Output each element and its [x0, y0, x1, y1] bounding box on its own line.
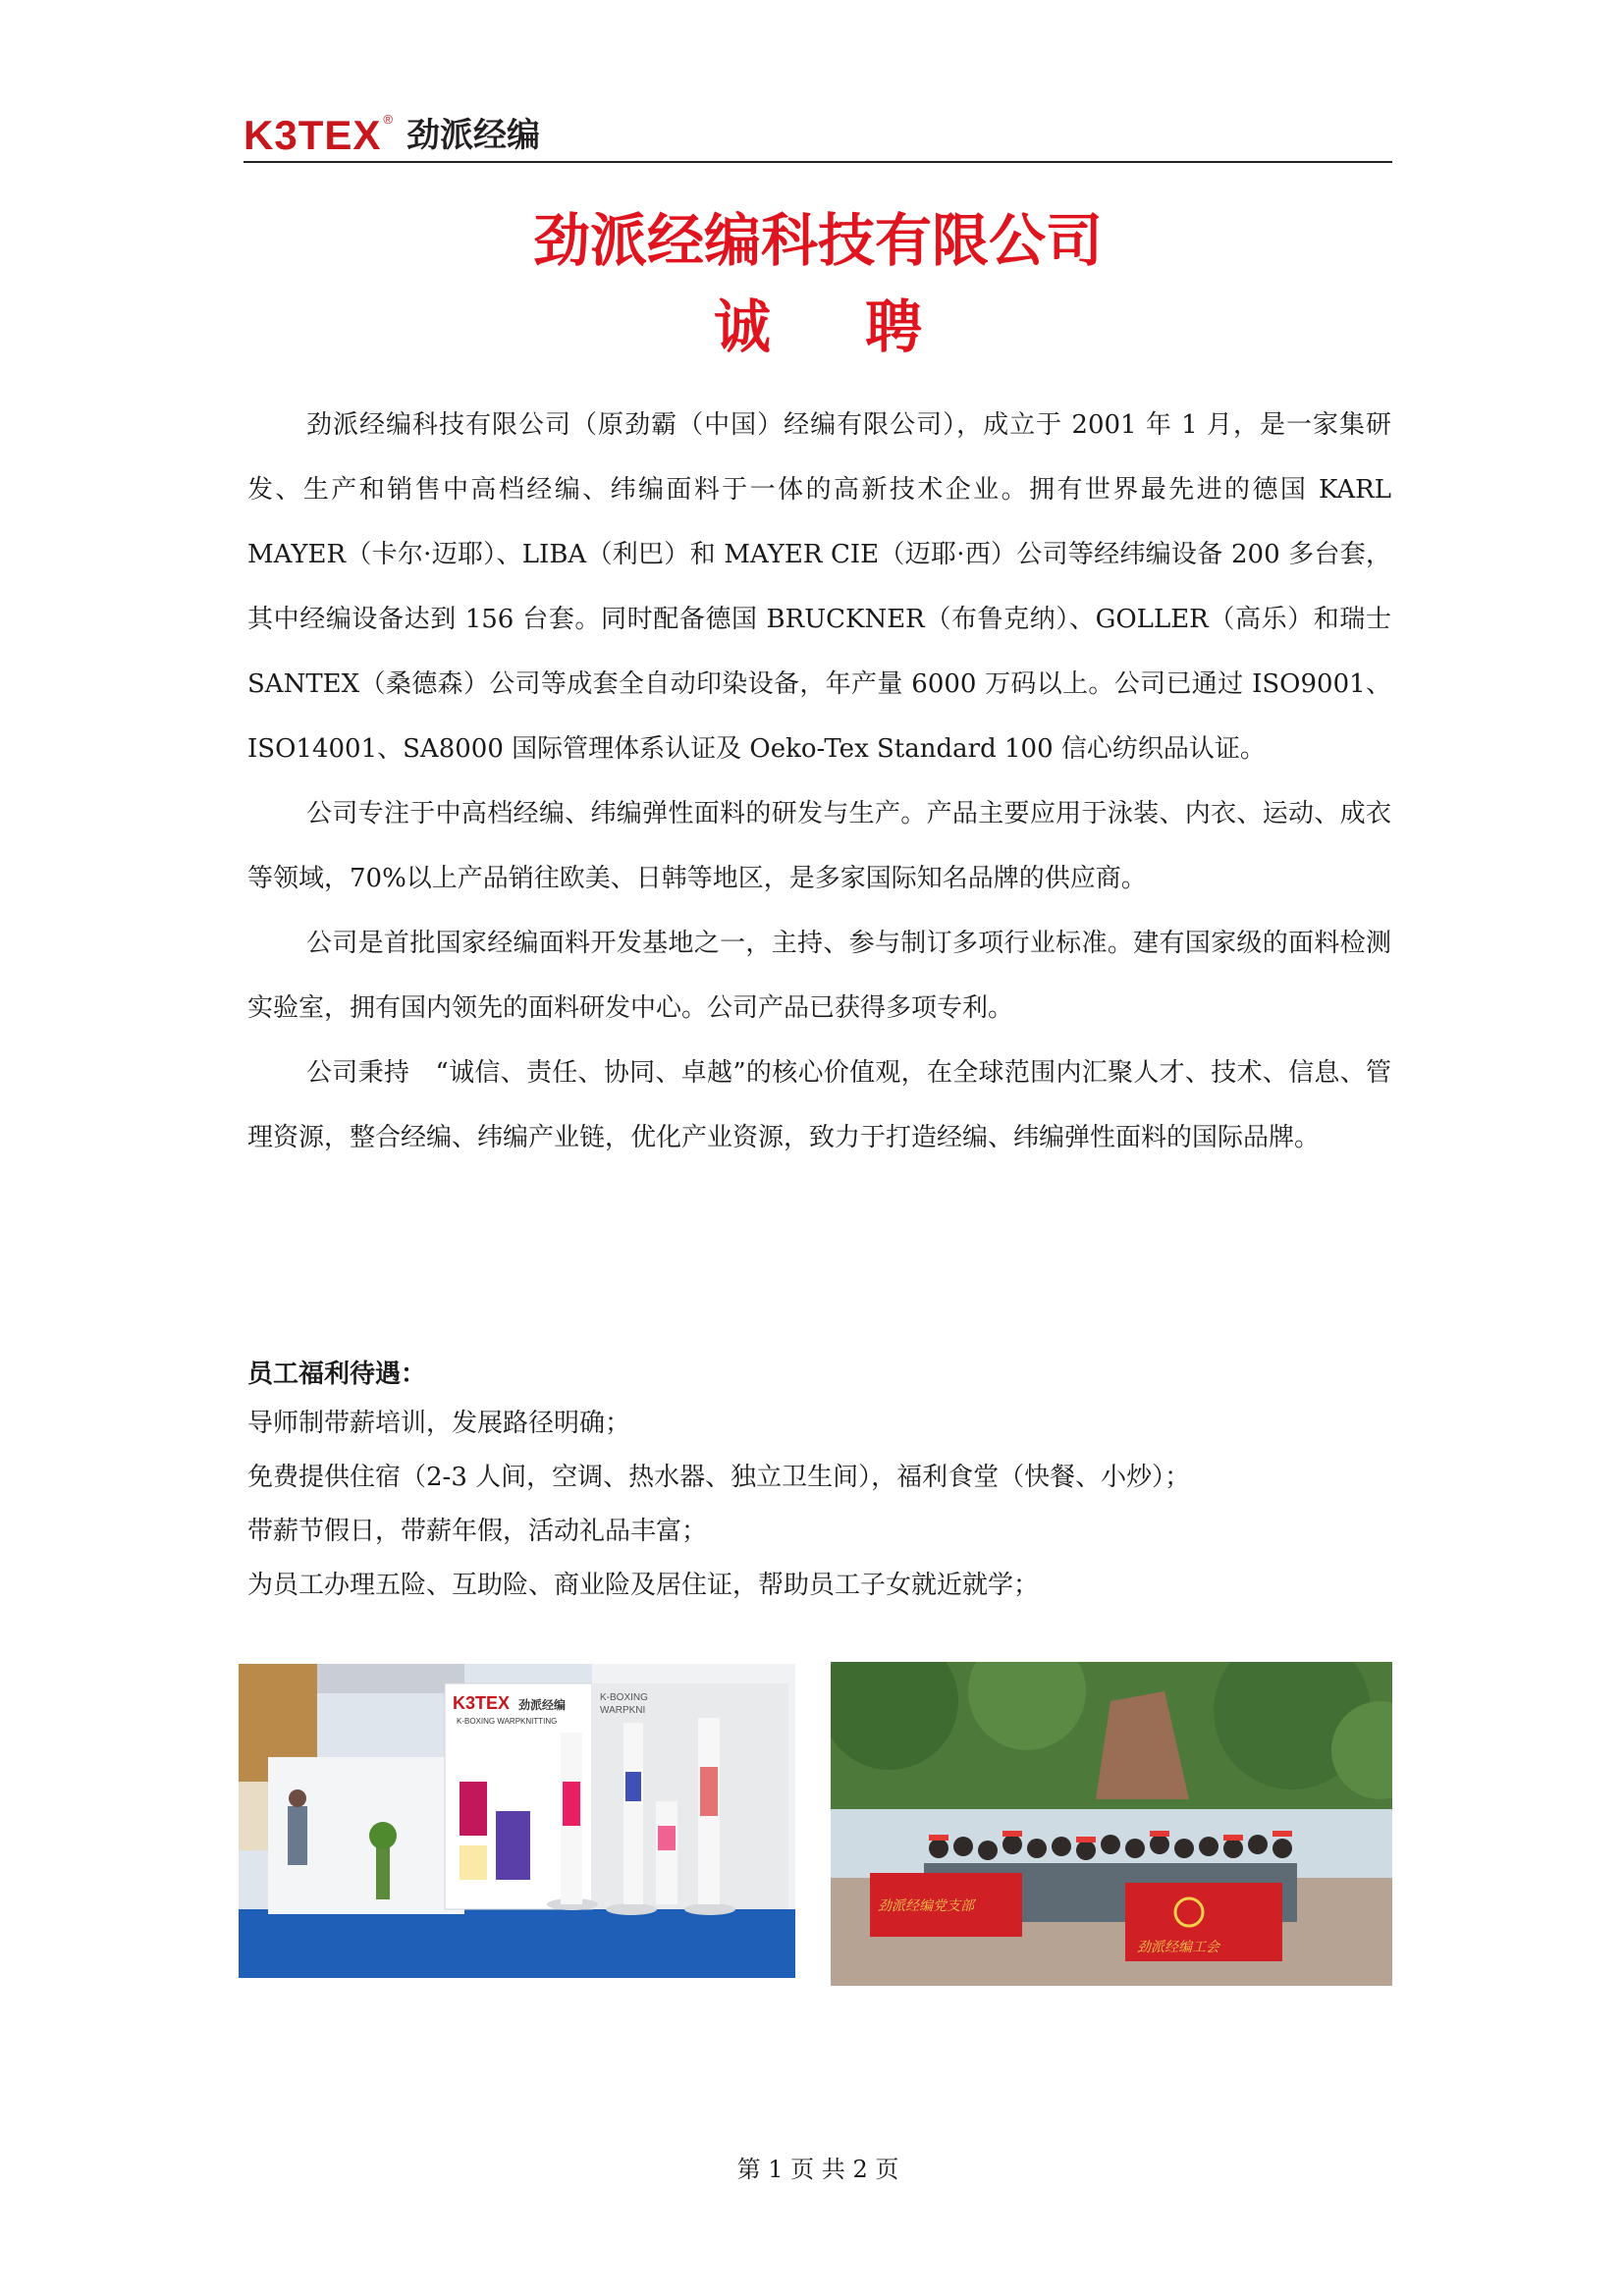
benefit-item: 免费提供住宿（2-3 人间，空调、热水器、独立卫生间），福利食堂（快餐、小炒）； [247, 1463, 1191, 1492]
logo-mark: K3TEX [244, 112, 382, 158]
company-introduction [247, 393, 1391, 1170]
booth-logo-mark: K3TEX [453, 1693, 511, 1713]
paragraph: 公司秉持 “诚信、责任、协同、卓越”的核心价值观，在全球范围内汇聚人才、技术、信息、管理资源，整合经编、纬编产业链，优化产业资源，致力于打造经编、纬编弹性面料的国际品牌。 [247, 1058, 1391, 1152]
paragraph: 公司是首批国家经编面料开发基地之一，主持、参与制订多项行业标准。建有国家级的面料检测实验室，拥有国内领先的面料研发中心。公司产品已获得多项专利。 [247, 929, 1391, 1023]
document-title: 劲派经编科技有限公司 [532, 207, 1103, 274]
page-number: 第 1 页 共 2 页 [736, 2156, 899, 2183]
paragraph: 劲派经编科技有限公司（原劲霸（中国）经编有限公司），成立于 2001 年 1 月，是一家集研发、生产和销售中高档经编、纬编面料于一体的高新技术企业。拥有世界最先进的德国 KARL MAYER（卡尔·迈耶）、LIBA（利巴）和 MAYER CIE（迈耶·西）公司等经纬编设备 200 多台套，其中经编设备达到 156 台套。同时配备德国 BRUCKNER（布鲁克纳）、GOLLER（高乐）和瑞士 SANTEX（桑德森）公司等成套全自动印染设备，年产量 6000 万码以上。公司已通过 ISO9001、ISO14001、SA8000 国际管理体系认证及 Oeko-Tex Standard 100 信心纺织品认证。 [247, 410, 1391, 764]
logo-registered: ® [383, 112, 393, 127]
booth-subtitle: K-BOXING WARPKNITTING [457, 1717, 558, 1726]
benefits-heading: 员工福利待遇： [247, 1360, 427, 1389]
exhibition-booth-photo [239, 1664, 795, 1978]
booth-logo [453, 1693, 566, 1714]
paragraph: 公司专注于中高档经编、纬编弹性面料的研发与生产。产品主要应用于泳装、内衣、运动、成衣等领域，70%以上产品销往欧美、日韩等地区，是多家国际知名品牌的供应商。 [247, 799, 1391, 893]
union-banner-text: 劲派经编工会 [1137, 1940, 1219, 1955]
benefit-item: 导师制带薪培训，发展路径明确； [247, 1409, 631, 1438]
staff-group-photo [831, 1662, 1392, 1986]
benefit-item: 带薪节假日，带薪年假，活动礼品丰富； [247, 1517, 708, 1546]
document-subtitle: 诚聘 [713, 294, 1016, 360]
group-illustration [831, 1662, 1392, 1986]
benefit-item: 为员工办理五险、互助险、商业险及居住证，帮助员工子女就近就学； [247, 1571, 1040, 1600]
party-banner-text: 劲派经编党支部 [878, 1898, 974, 1914]
booth-sign: K-BOXING WARPKNI [600, 1692, 648, 1716]
header-divider [244, 161, 1392, 163]
company-logo [244, 114, 540, 157]
logo-chinese-name: 劲派经编 [406, 116, 540, 155]
booth-logo-cn: 劲派经编 [518, 1698, 567, 1712]
benefits-list [247, 1404, 1391, 1620]
page-header [244, 108, 1392, 163]
